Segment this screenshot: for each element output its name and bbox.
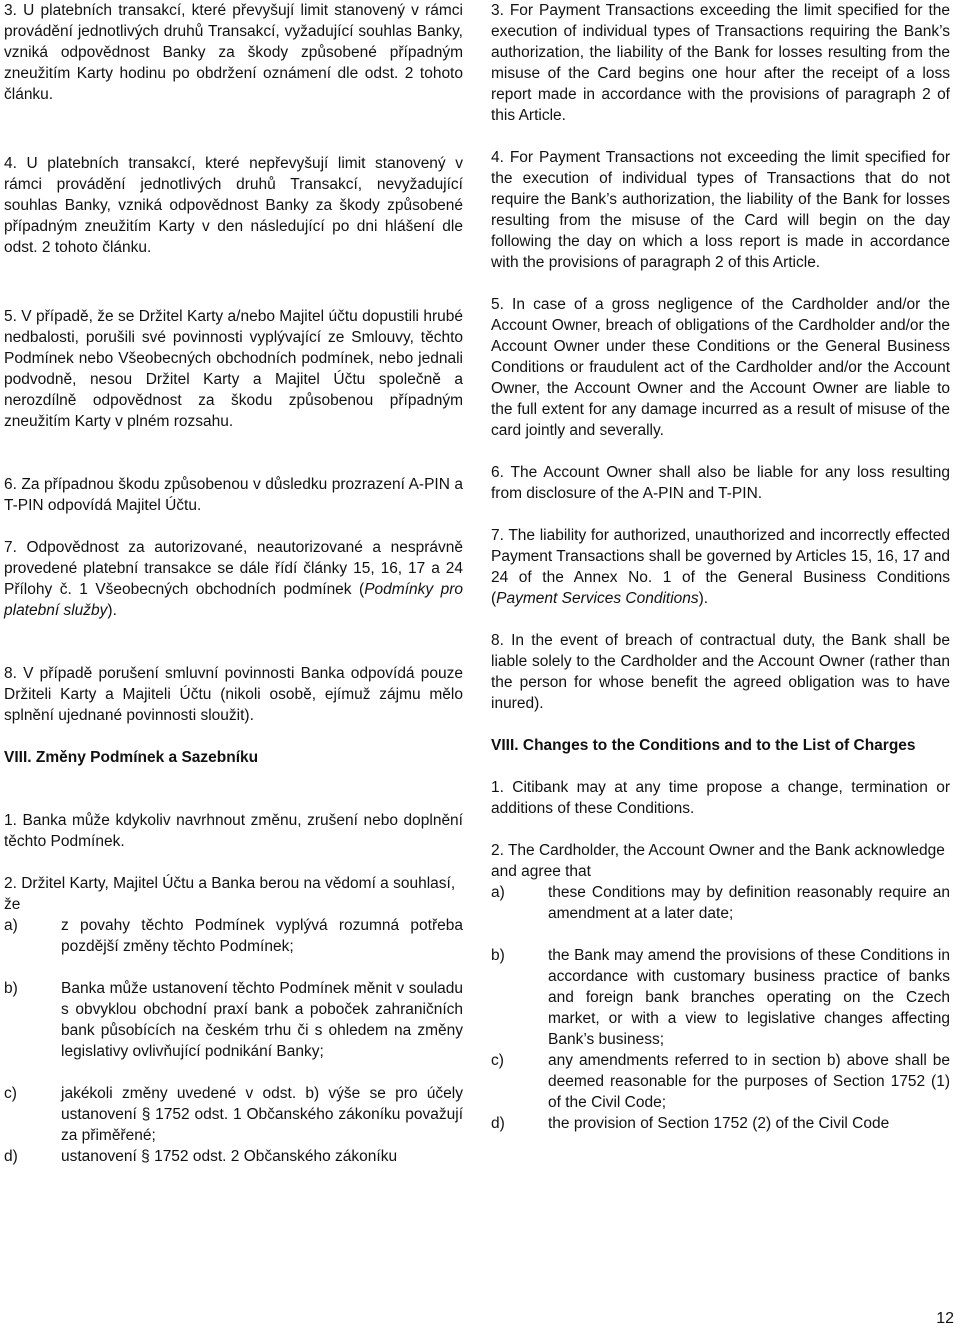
english-paragraph-4: 4. For Payment Transactions not exceeding the limit specified for the execution of individual types of Transactions that do not require the Bank’s authorization, the liability of the Bank for losses resulting from the misuse of the Card will begin on the day following the day on which a loss report is made in accordance with the provisions of paragraph 2 of this Article. — [491, 149, 950, 271]
english-paragraph-7-italic: Payment Services Conditions — [496, 590, 699, 607]
czech-section-paragraph-1: 1. Banka může kdykoliv navrhnout změnu, zrušení nebo doplnění těchto Podmínek. — [4, 812, 463, 850]
list-letter: b) — [491, 947, 505, 964]
english-column — [491, 0, 950, 1134]
english-section-heading: VIII. Changes to the Conditions and to the List of Charges — [491, 737, 916, 754]
list-text: ustanovení § 1752 odst. 2 Občanského zákoníku — [61, 1148, 398, 1165]
czech-paragraph-3: 3. U platebních transakcí, které převyšují limit stanovený v rámci provádění jednotlivých druhů Transakcí, vyžadující souhlas Banky, vzniká odpovědnost Banky za škody způsobené případným zneužitím Karty hodinu po obdržení oznámení dle odst. 2 tohoto článku. — [4, 2, 463, 103]
list-letter: c) — [491, 1052, 504, 1069]
czech-column — [4, 0, 463, 1167]
english-paragraph-7 — [491, 525, 950, 609]
english-list-item-b — [491, 945, 950, 1050]
czech-paragraph-7-text: 7. Odpovědnost za autorizované, neautorizované a nesprávně provedené platební transakce se dále řídí články 15, 16, 17 a 24 Přílohy č. 1 Všeobecných obchodních podmínek ( — [4, 539, 463, 598]
list-text: jakékoli změny uvedené v odst. b) výše se pro účely ustanovení § 1752 odst. 1 Občanského zákoníku považují za přiměřené; — [61, 1085, 463, 1144]
list-text: any amendments referred to in section b) above shall be deemed reasonable for the purposes of Section 1752 (1) of the Civil Code; — [548, 1052, 950, 1111]
czech-paragraph-5: 5. V případě, že se Držitel Karty a/nebo Majitel účtu dopustili hrubé nedbalosti, porušili své povinnosti vyplývající ze Smlouvy, těchto Podmínek nebo Všeobecných obchodních podmínek, nebo jednali podvodně, nesou Držitel Karty a Majitel Účtu společně a nerozdílně odpovědnost za škodu způsobenou případným zneužitím Karty v plném rozsahu. — [4, 308, 463, 430]
czech-paragraph-7-end: ). — [107, 602, 117, 619]
list-text: the provision of Section 1752 (2) of the Civil Code — [548, 1115, 890, 1132]
czech-section-paragraph-2: 2. Držitel Karty, Majitel Účtu a Banka berou na vědomí a souhlasí, že — [4, 875, 456, 913]
english-section-paragraph-2: 2. The Cardholder, the Account Owner and the Bank acknowledge and agree that — [491, 842, 945, 880]
english-section-paragraph-1: 1. Citibank may at any time propose a change, termination or additions of these Conditions. — [491, 779, 950, 817]
list-letter: a) — [4, 917, 18, 934]
list-letter: c) — [4, 1085, 17, 1102]
english-list-item-c — [491, 1050, 950, 1113]
czech-paragraph-4: 4. U platebních transakcí, které nepřevyšují limit stanovený v rámci provádění jednotlivých druhů Transakcí, nevyžadující souhlas Banky, vzniká odpovědnost Banky za škody způsobené případným zneužitím Karty v den následující po dni hlášení dle odst. 2 tohoto článku. — [4, 155, 463, 256]
list-letter: a) — [491, 884, 505, 901]
english-paragraph-6: 6. The Account Owner shall also be liable for any loss resulting from disclosure of the A-PIN and T-PIN. — [491, 464, 950, 502]
czech-section-heading: VIII. Změny Podmínek a Sazebníku — [4, 749, 259, 766]
list-text: z povahy těchto Podmínek vyplývá rozumná potřeba pozdější změny těchto Podmínek; — [61, 917, 463, 955]
english-paragraph-3: 3. For Payment Transactions exceeding the limit specified for the execution of individual types of Transactions requiring the Bank’s authorization, the liability of the Bank for losses resulting from the misuse of the Card begins one hour after the receipt of a loss report made in accordance with the provisions of paragraph 2 of this Article. — [491, 2, 950, 124]
list-text: Banka může ustanovení těchto Podmínek měnit v souladu s obvyklou obchodní praxí bank a poboček zahraničních bank působících na českém trhu či s ohledem na změny legislativy ovlivňující podnikání Banky; — [61, 980, 463, 1060]
list-letter: d) — [4, 1148, 18, 1165]
english-paragraph-7-text: 7. The liability for authorized, unauthorized and incorrectly effected Payment Transactions shall be governed by Articles 15, 16, 17 and 24 of the Annex No. 1 of the General Business Conditions ( — [491, 527, 950, 607]
page-number: 12 — [936, 1310, 954, 1327]
english-paragraph-7-end: ). — [698, 590, 709, 607]
list-letter: d) — [491, 1115, 505, 1132]
czech-list-item-a — [4, 915, 463, 957]
czech-list-item-c — [4, 1083, 463, 1146]
list-text: these Conditions may by definition reasonably require an amendment at a later date; — [548, 884, 950, 922]
english-paragraph-8: 8. In the event of breach of contractual duty, the Bank shall be liable solely to the Cardholder and the Account Owner (rather than the person for whose benefit the agreed obligation was to have inured). — [491, 632, 950, 712]
czech-paragraph-8: 8. V případě porušení smluvní povinnosti Banka odpovídá pouze Držiteli Karty a Majiteli Účtu (nikoli osobě, ejímuž zájmu mělo splnění ujednané povinnosti sloužit). — [4, 665, 463, 724]
czech-paragraph-6: 6. Za případnou škodu způsobenou v důsledku prozrazení A-PIN a T-PIN odpovídá Majitel Účtu. — [4, 476, 463, 514]
czech-paragraph-7-italic: Podmínky pro platební služby — [4, 581, 463, 619]
czech-list-item-b — [4, 978, 463, 1062]
english-list-item-a — [491, 882, 950, 924]
list-letter: b) — [4, 980, 18, 997]
english-list-item-d — [491, 1113, 950, 1134]
czech-paragraph-7 — [4, 537, 463, 621]
list-text: the Bank may amend the provisions of these Conditions in accordance with customary business practice of banks and foreign bank branches operating on the Czech market, or with a view to legislative changes affecting Bank’s business; — [548, 947, 950, 1048]
czech-list-item-d — [4, 1146, 463, 1167]
english-paragraph-5: 5. In case of a gross negligence of the Cardholder and/or the Account Owner, breach of obligations of the Cardholder and/or the Account Owner under these Conditions or the General Business Conditions or fraudulent act of the Cardholder and/or the Account Owner, the Account Owner and the Account Owner are liable to the full extent for any damage incurred as a result of misuse of the card jointly and severally. — [491, 296, 950, 439]
